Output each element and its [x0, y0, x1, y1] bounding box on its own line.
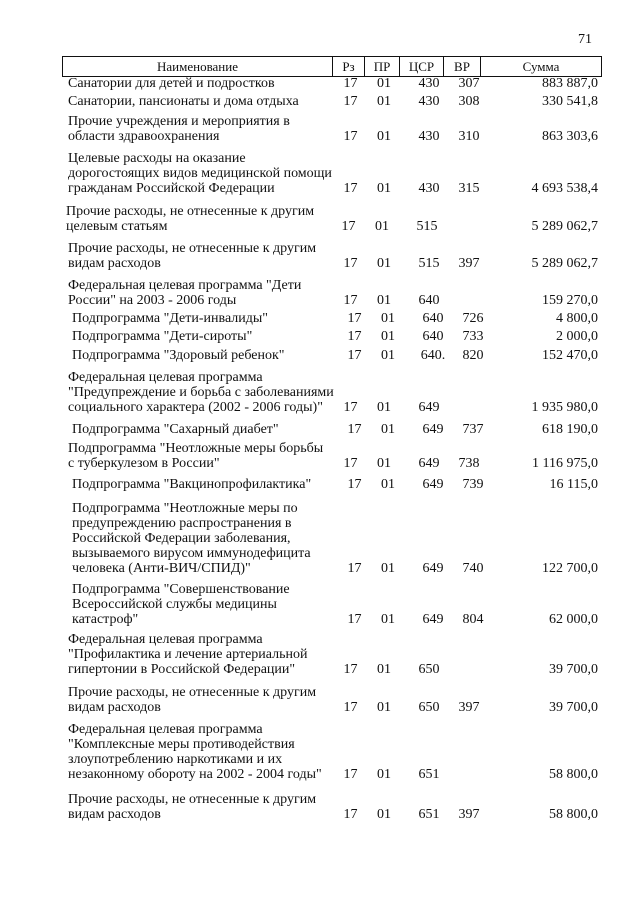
row-pr: 01: [377, 76, 391, 91]
row-sum: 1 116 975,0: [532, 456, 598, 471]
row-csr: 649: [422, 561, 444, 576]
row-pr: 01: [381, 348, 395, 363]
row-name: [62, 582, 334, 627]
row-pr: 01: [377, 94, 391, 109]
table-row: [62, 792, 602, 822]
row-name-line: Прочие расходы, не отнесенные к другим: [68, 685, 317, 700]
row-pr: 01: [381, 561, 395, 576]
row-name: [62, 422, 334, 437]
row-vr: 308: [458, 94, 480, 109]
table-row: [62, 501, 602, 576]
row-rz: 17: [347, 612, 362, 627]
row-name-line: гражданам Российской Федерации: [68, 181, 275, 196]
row-name-line: Прочие учреждения и мероприятия в: [68, 114, 290, 129]
row-name-line: Подпрограмма "Здоровый ребенок": [72, 348, 285, 363]
row-vr: 740: [462, 561, 484, 576]
row-sum: 152 470,0: [542, 348, 598, 363]
table-header: [62, 56, 602, 77]
row-sum: 122 700,0: [542, 561, 598, 576]
table-row: [62, 685, 602, 715]
row-name: [62, 441, 330, 471]
row-csr: 650: [418, 662, 440, 677]
row-rz: 17: [343, 94, 358, 109]
header-name: Наименование: [63, 57, 333, 76]
table-row: [62, 441, 602, 471]
row-name: [62, 204, 328, 234]
row-sum: 16 115,0: [549, 477, 598, 492]
table-row: [62, 632, 602, 677]
row-name-line: дорогостоящих видов медицинской помощи: [68, 166, 332, 181]
row-rz: 17: [347, 311, 362, 326]
row-sum: 618 190,0: [542, 422, 598, 437]
row-name-line: Российской Федерации заболевания,: [72, 531, 291, 546]
header-vr: ВР: [444, 57, 481, 76]
row-sum: 863 303,6: [542, 129, 598, 144]
row-vr: 726: [462, 311, 484, 326]
row-vr: 738: [458, 456, 480, 471]
row-csr: 430: [418, 76, 440, 91]
table-row: [62, 722, 602, 782]
row-name: [62, 94, 330, 109]
table-row: [62, 94, 602, 109]
row-rz: 17: [343, 807, 358, 822]
row-sum: 4 693 538,4: [531, 181, 598, 196]
row-pr: 01: [377, 181, 391, 196]
row-rz: 17: [347, 329, 362, 344]
row-name-line: видам расходов: [68, 700, 161, 715]
header-sum: Сумма: [522, 59, 560, 74]
table-row: [62, 114, 602, 144]
row-name-line: России" на 2003 - 2006 годы: [68, 293, 237, 308]
row-csr: 430: [418, 181, 440, 196]
row-csr: 649: [422, 477, 444, 492]
header-rz: Рз: [333, 57, 365, 76]
row-sum: 883 887,0: [542, 76, 598, 91]
row-name: [62, 501, 334, 576]
row-pr: 01: [381, 477, 395, 492]
row-name-line: социального характера (2002 - 2006 годы)": [68, 400, 323, 415]
row-name-line: Целевые расходы на оказание: [68, 151, 246, 166]
row-sum: 39 700,0: [549, 700, 598, 715]
header-csr: ЦСР: [400, 57, 444, 76]
row-name-line: "Предупреждение и борьба с заболеваниями: [68, 385, 334, 400]
table-row: [62, 329, 602, 344]
row-name-line: видам расходов: [68, 256, 161, 271]
row-pr: 01: [381, 311, 395, 326]
row-name-line: Подпрограмма "Неотложные меры по: [72, 501, 298, 516]
row-name-line: незаконному обороту на 2002 - 2004 годы": [68, 767, 322, 782]
row-name: [62, 329, 334, 344]
row-sum: 58 800,0: [549, 767, 598, 782]
row-name-line: человека (Анти-ВИЧ/СПИД)": [72, 561, 251, 576]
row-name-line: Федеральная целевая программа: [68, 632, 263, 647]
table-row: [62, 311, 602, 326]
row-name: [62, 114, 330, 144]
table-row: [62, 582, 602, 627]
row-csr: 649: [418, 400, 440, 415]
row-name-line: гипертонии в Российской Федерации": [68, 662, 296, 677]
table-row: [62, 204, 602, 234]
row-name: [62, 348, 334, 363]
row-rz: 17: [343, 456, 358, 471]
row-rz: 17: [343, 129, 358, 144]
row-vr: 733: [462, 329, 484, 344]
row-sum: 5 289 062,7: [531, 219, 598, 234]
row-rz: 17: [343, 256, 358, 271]
budget-table: [62, 56, 602, 822]
row-sum: 39 700,0: [549, 662, 598, 677]
row-vr: 397: [458, 807, 480, 822]
row-sum: 2 000,0: [556, 329, 598, 344]
row-name-line: предупреждению распространения в: [72, 516, 292, 531]
row-pr: 01: [381, 329, 395, 344]
row-name-line: вызываемого вирусом иммунодефицита: [72, 546, 311, 561]
row-name-line: Подпрограмма "Сахарный диабет": [72, 422, 279, 437]
row-pr: 01: [377, 293, 391, 308]
row-pr: 01: [377, 456, 391, 471]
row-sum: 62 000,0: [549, 612, 598, 627]
row-vr: 397: [458, 700, 480, 715]
row-csr: 640: [418, 293, 440, 308]
row-name: [62, 76, 330, 91]
row-vr: 315: [458, 181, 480, 196]
row-pr: 01: [377, 807, 391, 822]
row-name: [62, 370, 334, 415]
row-name-line: области здравоохранения: [68, 129, 220, 144]
row-sum: 159 270,0: [542, 293, 598, 308]
row-rz: 17: [341, 219, 356, 234]
row-name-line: "Комплексные меры противодействия: [68, 737, 295, 752]
row-name-line: Подпрограмма "Совершенствование: [72, 582, 290, 597]
row-name-line: Прочие расходы, не отнесенные к другим: [66, 204, 315, 219]
table-row: [62, 348, 602, 363]
row-name: [62, 311, 334, 326]
row-pr: 01: [381, 612, 395, 627]
row-name: [62, 792, 330, 822]
row-name-line: с туберкулезом в России": [68, 456, 220, 471]
row-name-line: Федеральная целевая программа: [68, 370, 263, 385]
row-name-line: злоупотреблению наркотиками и их: [68, 752, 283, 767]
row-vr: 737: [462, 422, 484, 437]
row-name-line: Санатории для детей и подростков: [68, 76, 275, 91]
row-name-line: Подпрограмма "Неотложные меры борьбы: [68, 441, 324, 456]
row-name: [62, 722, 330, 782]
row-name: [62, 685, 330, 715]
row-rz: 17: [343, 662, 358, 677]
row-pr: 01: [375, 219, 389, 234]
row-csr: 430: [418, 129, 440, 144]
header-pr: ПР: [365, 57, 400, 76]
row-pr: 01: [377, 256, 391, 271]
row-name-line: Санатории, пансионаты и дома отдыха: [68, 94, 299, 109]
row-name: [62, 151, 330, 196]
row-rz: 17: [343, 76, 358, 91]
row-name-line: "Профилактика и лечение артериальной: [68, 647, 308, 662]
row-csr: 651: [418, 767, 440, 782]
row-rz: 17: [343, 700, 358, 715]
row-rz: 17: [347, 477, 362, 492]
row-csr: 651: [418, 807, 440, 822]
row-rz: 17: [347, 561, 362, 576]
row-sum: 330 541,8: [542, 94, 598, 109]
row-csr: 640.: [420, 348, 446, 363]
row-rz: 17: [343, 767, 358, 782]
row-name: [62, 241, 330, 271]
row-name-line: целевым статьям: [66, 219, 168, 234]
row-csr: 430: [418, 94, 440, 109]
table-row: [62, 422, 602, 437]
row-name-line: катастроф": [72, 612, 139, 627]
row-csr: 649: [418, 456, 440, 471]
table-row: [62, 278, 602, 308]
row-csr: 515: [418, 256, 440, 271]
page-number: 71: [578, 32, 592, 47]
row-csr: 640: [422, 311, 444, 326]
row-sum: 4 800,0: [556, 311, 598, 326]
row-name-line: Прочие расходы, не отнесенные к другим: [68, 241, 317, 256]
row-name-line: Федеральная целевая программа "Дети: [68, 278, 302, 293]
row-name-line: Прочие расходы, не отнесенные к другим: [68, 792, 317, 807]
row-name: [62, 477, 334, 492]
row-rz: 17: [343, 181, 358, 196]
row-vr: 804: [462, 612, 484, 627]
row-pr: 01: [377, 662, 391, 677]
row-name-line: Подпрограмма "Дети-инвалиды": [72, 311, 269, 326]
table-row: [62, 241, 602, 271]
table-row: [62, 151, 602, 196]
row-name: [62, 278, 330, 308]
table-row: [62, 370, 602, 415]
row-pr: 01: [381, 422, 395, 437]
table-row: [62, 76, 602, 91]
row-name: [62, 632, 330, 677]
row-sum: 58 800,0: [549, 807, 598, 822]
row-vr: 397: [458, 256, 480, 271]
row-name-line: Всероссийской службы медицины: [72, 597, 277, 612]
row-name-line: Подпрограмма "Вакцинопрофилактика": [72, 477, 312, 492]
row-pr: 01: [377, 767, 391, 782]
row-vr: 739: [462, 477, 484, 492]
row-csr: 649: [422, 422, 444, 437]
row-vr: 820: [462, 348, 484, 363]
row-csr: 650: [418, 700, 440, 715]
table-row: [62, 477, 602, 492]
row-vr: 307: [458, 76, 480, 91]
row-rz: 17: [347, 422, 362, 437]
row-pr: 01: [377, 700, 391, 715]
row-sum: 5 289 062,7: [531, 256, 598, 271]
row-name-line: Федеральная целевая программа: [68, 722, 263, 737]
row-vr: 310: [458, 129, 480, 144]
row-csr: 640: [422, 329, 444, 344]
row-csr: 515: [416, 219, 438, 234]
row-pr: 01: [377, 400, 391, 415]
row-csr: 649: [422, 612, 444, 627]
row-rz: 17: [343, 400, 358, 415]
row-name-line: видам расходов: [68, 807, 161, 822]
row-name-line: Подпрограмма "Дети-сироты": [72, 329, 253, 344]
row-rz: 17: [347, 348, 362, 363]
row-sum: 1 935 980,0: [531, 400, 598, 415]
row-pr: 01: [377, 129, 391, 144]
row-rz: 17: [343, 293, 358, 308]
